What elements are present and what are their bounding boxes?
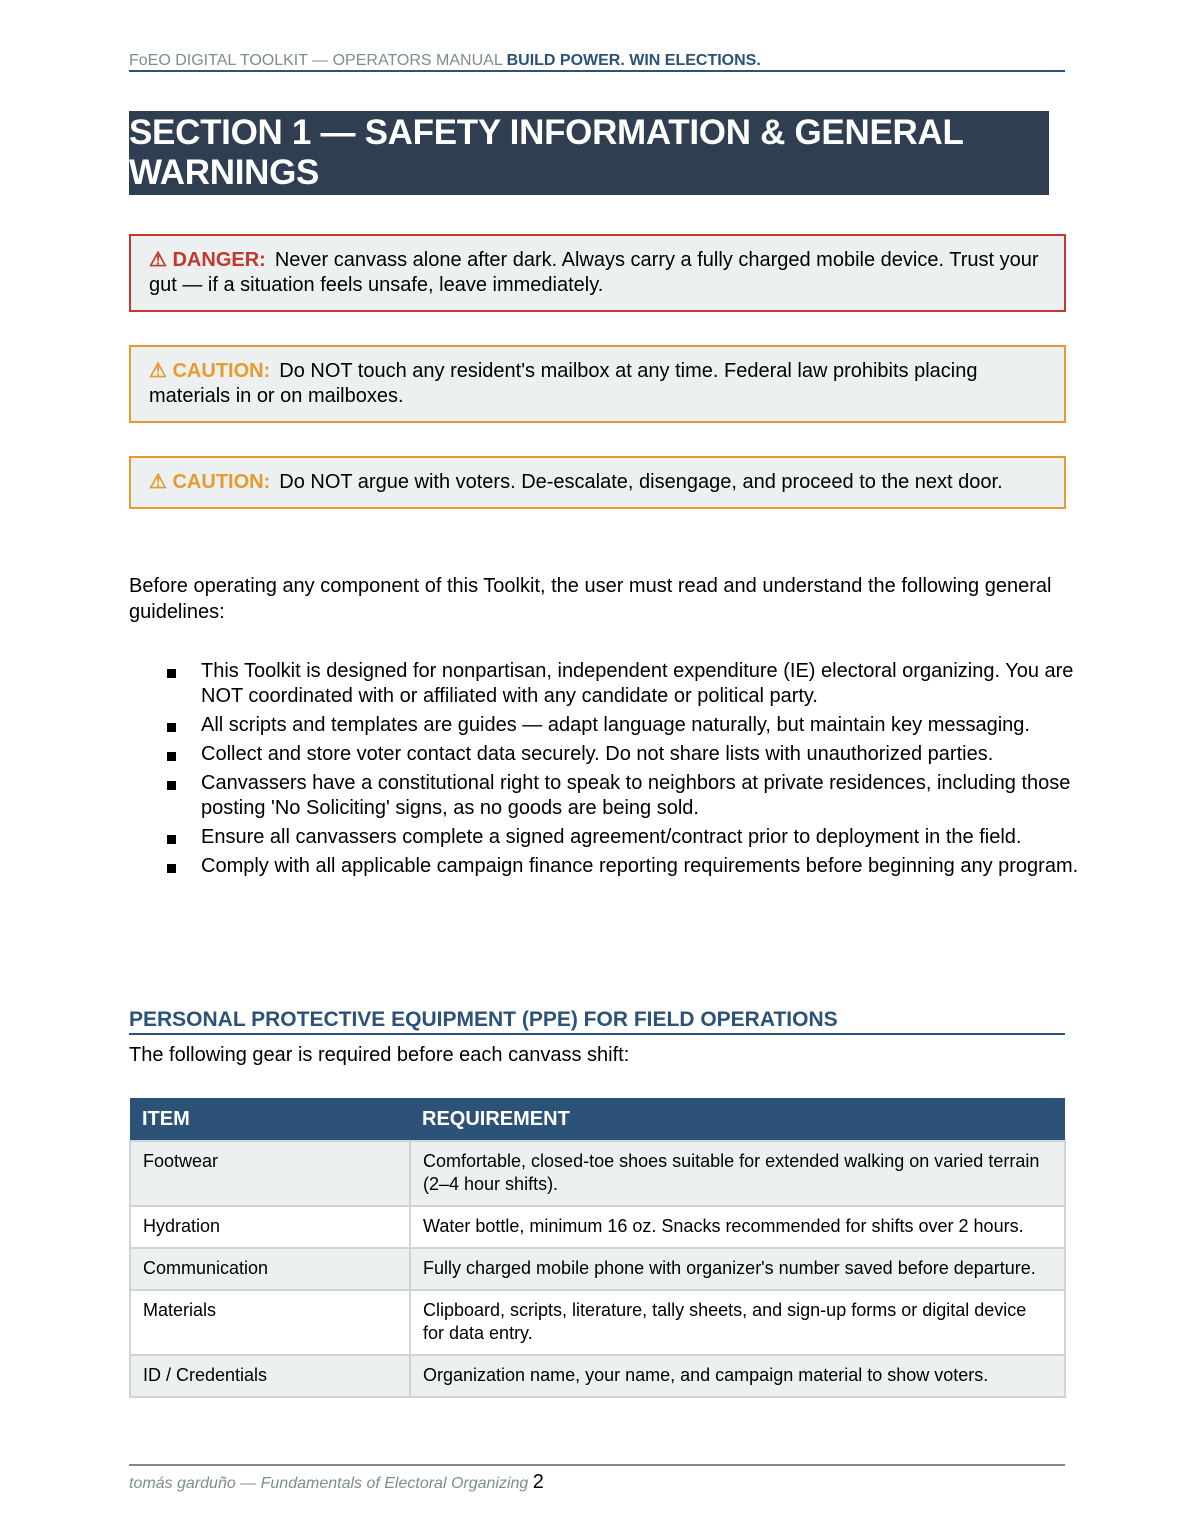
caution-label: ⚠ CAUTION: <box>149 471 271 493</box>
header-right-text: BUILD POWER. WIN ELECTIONS. <box>506 52 761 69</box>
bullet-icon <box>167 781 176 790</box>
caution-text: Do NOT touch any resident's mailbox at any time. Federal law prohibits placing materials in or on mailboxes. <box>149 360 978 407</box>
table-cell-item: Communication <box>130 1248 410 1290</box>
bullet-icon <box>167 723 176 732</box>
list-item-text: Comply with all applicable campaign finance reporting requirements before beginning any program. <box>201 855 1079 877</box>
caution-alert-mailbox <box>129 345 1066 423</box>
table-header-row <box>130 1098 1065 1141</box>
footer-text: tomás garduño — Fundamentals of Electoral Organizing <box>129 1475 529 1492</box>
table-cell-item: Hydration <box>130 1206 410 1248</box>
danger-label: ⚠ DANGER: <box>149 249 266 271</box>
list-item <box>129 771 1089 821</box>
table-cell-item: ID / Credentials <box>130 1355 410 1397</box>
list-item-text: Collect and store voter contact data securely. Do not share lists with unauthorized parties. <box>201 743 994 765</box>
bullet-icon <box>167 669 176 678</box>
ppe-intro: The following gear is required before each canvass shift: <box>129 1044 630 1066</box>
list-item-text: All scripts and templates are guides — adapt language naturally, but maintain key messaging. <box>201 714 1030 736</box>
column-header-item: ITEM <box>130 1098 410 1141</box>
table-row <box>130 1355 1065 1397</box>
page-footer <box>129 1464 1065 1495</box>
table-row <box>130 1248 1065 1290</box>
list-item <box>129 742 1089 767</box>
caution-text: Do NOT argue with voters. De-escalate, disengage, and proceed to the next door. <box>279 471 1003 493</box>
column-header-requirement: REQUIREMENT <box>410 1098 1065 1141</box>
guidelines-intro: Before operating any component of this Toolkit, the user must read and understand the following general guidelines: <box>129 575 1052 623</box>
table-cell-item: Materials <box>130 1290 410 1355</box>
section-title: SECTION 1 — SAFETY INFORMATION & GENERAL WARNINGS <box>129 111 1049 195</box>
table-row <box>130 1206 1065 1248</box>
bullet-icon <box>167 864 176 873</box>
list-item-text: Ensure all canvassers complete a signed agreement/contract prior to deployment in the field. <box>201 826 1022 848</box>
table-cell-requirement: Water bottle, minimum 16 oz. Snacks recommended for shifts over 2 hours. <box>410 1206 1065 1248</box>
page-number: 2 <box>532 1471 544 1493</box>
caution-alert-argue <box>129 456 1066 509</box>
table-cell-item: Footwear <box>130 1141 410 1206</box>
list-item <box>129 825 1089 850</box>
table-cell-requirement: Organization name, your name, and campaign material to show voters. <box>410 1355 1065 1397</box>
ppe-table <box>129 1098 1066 1398</box>
table-cell-requirement: Fully charged mobile phone with organizer's number saved before departure. <box>410 1248 1065 1290</box>
danger-text: Never canvass alone after dark. Always carry a fully charged mobile device. Trust your gut — if a situation feels unsafe, leave immediately. <box>149 249 1039 296</box>
guidelines-list <box>129 659 1089 883</box>
list-item <box>129 713 1089 738</box>
table-cell-requirement: Comfortable, closed-toe shoes suitable for extended walking on varied terrain (2–4 hour shifts). <box>410 1141 1065 1206</box>
ppe-heading: PERSONAL PROTECTIVE EQUIPMENT (PPE) FOR FIELD OPERATIONS <box>129 1007 1065 1035</box>
list-item <box>129 854 1089 879</box>
bullet-icon <box>167 752 176 761</box>
danger-alert <box>129 234 1066 312</box>
table-cell-requirement: Clipboard, scripts, literature, tally sheets, and sign-up forms or digital device for data entry. <box>410 1290 1065 1355</box>
header-left-text: FoEO DIGITAL TOOLKIT — OPERATORS MANUAL <box>129 52 503 69</box>
caution-label: ⚠ CAUTION: <box>149 360 271 382</box>
bullet-icon <box>167 835 176 844</box>
running-header <box>129 51 1065 72</box>
table-row <box>130 1290 1065 1355</box>
list-item-text: Canvassers have a constitutional right to speak to neighbors at private residences, including those posting 'No Soliciting' signs, as no goods are being sold. <box>201 772 1071 819</box>
table-row <box>130 1141 1065 1206</box>
list-item <box>129 659 1089 709</box>
list-item-text: This Toolkit is designed for nonpartisan, independent expenditure (IE) electoral organizing. You are NOT coordinated with or affiliated with any candidate or political party. <box>201 660 1074 707</box>
